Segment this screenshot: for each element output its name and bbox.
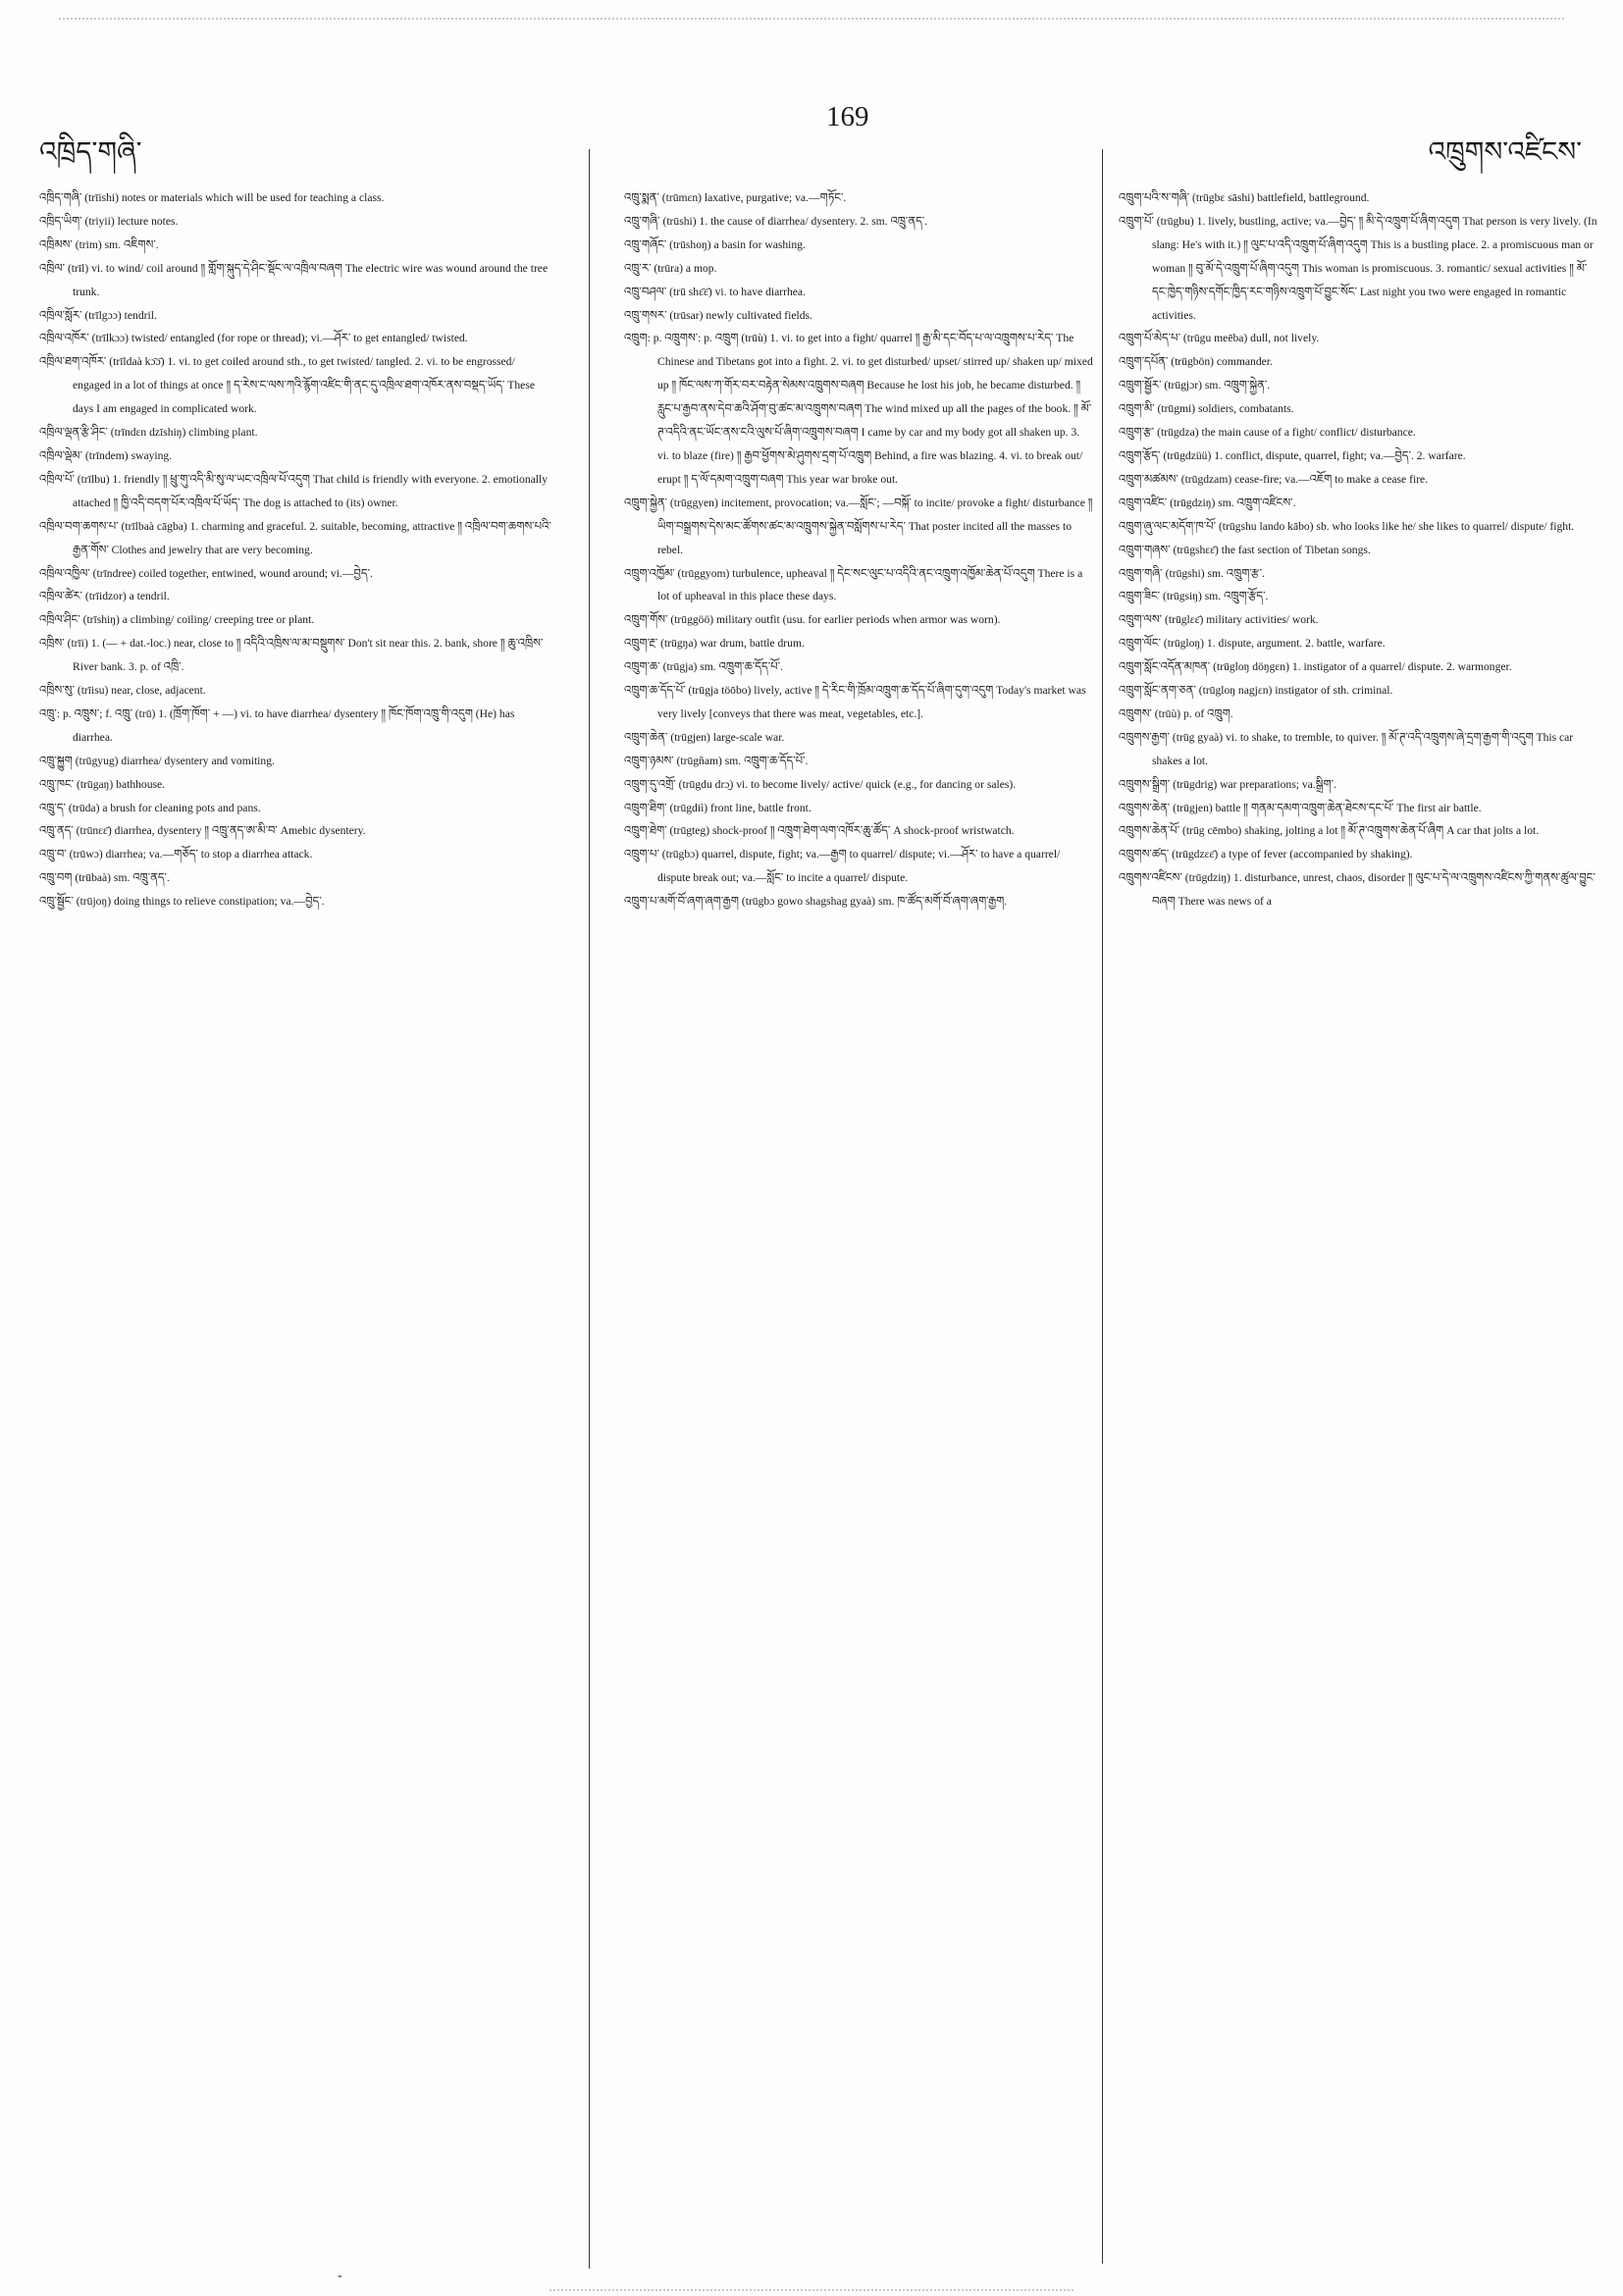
dictionary-entry: འཁྲུག་པ་ (trūgbɔ) quarrel, dispute, fight; va.—རྒྱག to quarrel/ dispute; vi.—ཤོར་ to have a quarrel/ dispute break out; va.—སློང་ to incite a quarrel/ dispute. (624, 848, 1061, 885)
dictionary-entry: འཁྲིལ་པོ་ (trīlbu) 1. friendly ༎ ཕྲུ་གུ་འདི་མི་སུ་ལ་ཡང་འཁྲིལ་པོ་འདུག That child is friendly with everyone. 2. emotionally attached ༎ ཁྱི་འདི་བདག་པོར་འཁྲིལ་པོ་ཡོད་ The dog is attached to (its) owner. (39, 472, 549, 509)
dictionary-entry: འཁྲུ་བ་ (trūwɔ) diarrhea; va.—གཅོད་ to stop a diarrhea attack. (39, 848, 313, 861)
dictionary-entry: འཁྲུགས་ (trūù) p. of འཁྲུག. (1119, 706, 1233, 720)
dictionary-entry: འཁྲུག་ལོང་ (trūgloŋ) 1. dispute, argument. 2. battle, warfare. (1119, 637, 1386, 651)
dictionary-entry: འཁྲུག་མཚམས་ (trūgdzam) cease-fire; va.—འཇོག to make a cease fire. (1119, 472, 1429, 486)
dictionary-entry: འཁྲུག་ཆ་དོད་པོ་ (trūgja töōbo) lively, active ༎ དེ་རིང་གི་ཁྲོམ་འཁྲུག་ཆ་དོད་པོ་ཞིག་དུག་འདུག Today's market was very lively [conveys that there was meat, vegetables, etc.]. (624, 684, 1086, 720)
dictionary-entry: འཁྲིད་གཞི་ (trīishi) notes or materials which will be used for teaching a class. (39, 191, 385, 204)
dictionary-entry: འཁྲུག་རྔ་ (trūgŋa) war drum, battle drum. (624, 637, 805, 651)
dictionary-entry: འཁྲིམས་ (trim) sm. འཇིགས་. (39, 237, 159, 251)
dictionary-entry: འཁྲུག་ཞུ་ལང་མདོག་ཁ་པོ་ (trūgshu lando kābo) sb. who looks like he/ she likes to quarrel/ dispute/ fight. (1119, 519, 1575, 533)
dictionary-entry: འཁྲིལ་བག་ཆགས་པ་ (trīlbaà cāgba) 1. charming and graceful. 2. suitable, becoming, attractive ༎ འཁྲིལ་བག་ཆགས་པའི་རྒྱན་གོས་ Clothes and jewelry that are very becoming. (39, 519, 551, 556)
footer-mark: - (338, 2269, 342, 2283)
dictionary-entry: འཁྲུག་འཁྱོམ་ (trūggyom) turbulence, upheaval ༎ དེང་སང་ལུང་པ་འདིའི་ནང་འཁྲུག་འཁྱོམ་ཆེན་པོ་འདུག There is a lot of upheaval in this place these days. (624, 566, 1083, 603)
bottom-dotted-edge (550, 2289, 1073, 2291)
dictionary-entry: འཁྲུ་སྦྱོང་ (trūjoŋ) doing things to relieve constipation; va.—བྱེད་. (39, 895, 325, 909)
dictionary-entry: འཁྲུག་ལས་ (trūglɛɛ̄) military activities/ work. (1119, 613, 1319, 627)
dictionary-entry: འཁྲུ་སྨན་ (trūmɛn) laxative, purgative; va.—གཏོང་. (624, 191, 847, 204)
dictionary-entry: འཁྲུག་ཆ་ (trūgja) sm. འཁྲུག་ཆ་དོད་པོ་. (624, 660, 783, 674)
dictionary-entry: འཁྲུགས་ཚད་ (trūgdzɛɛ̄) a type of fever (accompanied by shaking). (1119, 848, 1413, 861)
dictionary-entry: འཁྲུག་པོ་ (trūgbu) 1. lively, bustling, active; va.—བྱེད་ ༎ མི་དེ་འཁྲུག་པོ་ཞིག་འདུག That person is very lively. (In slang: He's with it.) ༎ ལུང་པ་འདི་འཁྲུག་པོ་ཞིག་འདུག This is a bustling place. 2. a promiscuous man or woman ༎ བུ་མོ་དེ་འཁྲུག་པོ་ཞིག་འདུག This woman is promiscuous. 3. romantic/ sexual activities ༎ མོ་དང་ཁྱེད་གཉིས་དགོང་ཁྱིད་རང་གཉིས་འཁྲུག་པོ་བྱུང་སོང་ Last night you two were engaged in romantic activities. (1119, 214, 1597, 322)
dictionary-entry: འཁྲུ་ཁང་ (trūgaŋ) bathhouse. (39, 777, 166, 791)
dictionary-entry: འཁྲུག་གཞས་ (trūgshɛɛ̄) the fast section of Tibetan songs. (1119, 543, 1371, 556)
dictionary-entry: འཁྲུགས་འཛིངས་ (trūgdziŋ) 1. disturbance, unrest, chaos, disorder ༎ ལུང་པ་དེ་ལ་འཁྲུགས་འཛིངས་ཀྱི་གནས་ཚུལ་བྱུང་བཞག There was news of a (1119, 871, 1596, 909)
dictionary-entry: འཁྲུག་རྩོད་ (trūgdzüü) 1. conflict, dispute, quarrel, fight; va.—བྱེད་. 2. warfare. (1119, 448, 1466, 462)
dictionary-entry: འཁྲུ་སྐྱུག (trūgyug) diarrhea/ dysentery and vomiting. (39, 754, 275, 767)
dictionary-entry: འཁྲུག་དུ་འགྲོ་ (trūgdu drɔ̱) vi. to become lively/ active/ quick (e.g., for dancing or sales). (624, 777, 1017, 791)
page-number: 169 (826, 101, 869, 132)
dictionary-entry: འཁྲུ་གཞོང་ (trūshoŋ) a basin for washing. (624, 237, 806, 251)
dictionary-entry: འཁྲུག་ཐེག་ (trūgteg) shock-proof ༎ འཁྲུག་ཐེག་ལག་འཁོར་ཆུ་ཚོད་ A shock-proof wristwatch. (624, 824, 1015, 838)
dictionary-entry: འཁྲུག་སྦྱོར་ (trūgjɔr) sm. འཁྲུག་སྐྱེན་. (1119, 379, 1271, 392)
column-left (39, 186, 554, 2296)
dictionary-entry: འཁྲུ་ད་ (trūda) a brush for cleaning pots and pans. (39, 801, 261, 814)
dictionary-entry: འཁྲིལ་ (trīl) vi. to wind/ coil around ༎ གློག་སྐུད་དེ་ཤིང་སྡོང་ལ་འཁྲིལ་བཞག The electric wire was wound around the tree trunk. (39, 261, 549, 298)
page-header (0, 93, 1623, 168)
dictionary-entry: འཁྲུ་ནད་ (trūnɛɛ̄) diarrhea, dysentery ༎ འཁྲུ་ནད་ཨ་མི་བ་ Amebic dysentery. (39, 824, 366, 838)
dictionary-entry: འཁྲིལ་འཁོར་ (trīlkɔɔ) twisted/ entangled (for rope or thread); vi.—ཤོར་ to get entangled/ twisted. (39, 332, 468, 345)
left-running-headword: འཁྲིད་གཞི་ (39, 135, 142, 168)
dictionary-entry: འཁྲིས་ (trīi) 1. (— + dat.-loc.) near, close to ༎ འདིའི་འཁྲིས་ལ་མ་བསྡུགས་ Don't sit near this. 2. bank, shore ༎ ཆུ་འཁྲིས་ River bank. 3. p. of འཁྲི་. (39, 637, 544, 674)
dictionary-entry: འཁྲུག་ཆེན་ (trūgjen) large-scale war. (624, 730, 785, 744)
dictionary-entry: འཁྲིད་ཡིག་ (triyii) lecture notes. (39, 214, 179, 228)
dictionary-entry: འཁྲུ་ར་ (trūra) a mop. (624, 261, 717, 275)
dictionary-entry: འཁྲིལ་ཚེར་ (trīidzor) a tendril. (39, 590, 170, 603)
dictionary-entry: འཁྲུག་དཔོན་ (trūgbön) commander. (1119, 355, 1273, 369)
dictionary-entry: འཁྲིལ་འཁྱིལ་ (trīndree) coiled together, entwined, wound around; vi.—བྱེད་. (39, 566, 373, 580)
dictionary-entry: འཁྲུགས་སྒྲིག་ (trūgdrig) war preparations; va.སྒྲིག་. (1119, 777, 1336, 791)
dictionary-entry: འཁྲུག་སློང་ནག་ཅན་ (trūgloŋ nagjɛn) instigator of sth. criminal. (1119, 684, 1393, 698)
dictionary-entry: འཁྲིས་སུ་ (trīisu) near, close, adjacent. (39, 684, 206, 698)
dictionary-entry: འཁྲུགས་རྒྱག་ (trūg gyaà) vi. to shake, to tremble, to quiver. ༎ མོ་ཊ་འདི་འཁྲུགས་ཞེ་དྲག་རྒྱག་གི་འདུག This car shakes a lot. (1119, 730, 1574, 767)
dictionary-entry: འཁྲུགས་ཆེན་ (trūgjen) battle ༎ གནམ་དམག་འཁྲུག་ཆེན་ཐེངས་དང་པོ་ The first air battle. (1119, 801, 1482, 814)
dictionary-entry: འཁྲུ་གསར་ (trūsar) newly cultivated fields. (624, 308, 812, 322)
dictionary-entry: འཁྲུ་བཤལ་ (trū shɛ̄ɛ̄) vi. to have diarrhea. (624, 285, 806, 298)
dictionary-entry: འཁྲུག་གཞི་ (trūgshi) sm. འཁྲུག་རྩ་. (1119, 566, 1265, 580)
right-running-headword: འཁྲུགས་འཛིངས་ (1428, 135, 1582, 168)
column-right (1119, 186, 1599, 2296)
dictionary-entry: འཁྲུག་ཉམས་ (trūgñam) sm. འཁྲུག་ཆ་དོད་པོ་. (624, 754, 809, 767)
dictionary-entry: འཁྲུ་བག (trūbaà) sm. འཁྲུ་ནད་. (39, 871, 170, 885)
dictionary-entry: འཁྲིལ་སློར་ (trīlgɔɔ) tendril. (39, 308, 157, 322)
dictionary-entry: འཁྲུག་སློང་འདོན་མཁན་ (trūgloŋ döŋgɛn) 1. instigator of a quarrel/ dispute. 2. warmonger. (1119, 660, 1512, 674)
dictionary-entry: འཁྲུག་ཐིག་ (trūgdiì) front line, battle front. (624, 801, 812, 814)
column-divider-2 (1102, 149, 1103, 2264)
dictionary-entry: འཁྲུག་ཟིང་ (trūgsiŋ) sm. འཁྲུག་རྩོད་. (1119, 590, 1269, 603)
dictionary-entry: འཁྲུག་པའི་ས་གཞི་ (trūgbɛ sāshi) battlefield, battleground. (1119, 191, 1370, 204)
dictionary-entry: འཁྲུག་འཛིང་ (trūgdziŋ) sm. འཁྲུག་འཛིངས་. (1119, 496, 1296, 509)
column-divider-1 (589, 149, 590, 2269)
dictionary-entry: འཁྲུ་: p. འཁྲུས་; f. འཁྲུ་ (trū) 1. (ཁྲོག་ཁོག་ + —) vi. to have diarrhea/ dysentery ༎ ཁོང་ཁོག་འཁྲུ་གི་འདུག (He) has diarrhea. (39, 706, 515, 744)
dictionary-entry: འཁྲུག་རྩ་ (trūgdza) the main cause of a fight/ conflict/ disturbance. (1119, 426, 1416, 440)
dictionary-entry: འཁྲིལ་ལྡན་རྩི་ཤིང་ (trīndɛn dzīshiŋ) climbing plant. (39, 426, 258, 440)
dictionary-entry: འཁྲུག་སྐྱེན་ (trūggyen) incitement, provocation; va.—སློང་; —བསྐོ་ to incite/ provoke a fight/ disturbance ༎ ཡིག་བསྒྲགས་དེས་མང་ཚོགས་ཚང་མ་འཁྲུགས་སྐྱེན་བསློགས་པ་རེད་ That poster incited all the masses to rebel. (624, 496, 1093, 556)
dictionary-entry: འཁྲུག་པོ་མེད་པ་ (trūgu meēba) dull, not lively. (1119, 332, 1320, 345)
dictionary-entry: འཁྲིལ་ཐག་འཁོར་ (trīldaà kɔ̄ɔ̄) 1. vi. to get coiled around sth., to get twisted/ tangled. 2. vi. to be engrossed/ engaged in a lot of things at once ༎ ད་རེས་ང་ལས་ཀའི་རྙོག་འཛིང་གི་ནང་དུ་འཁྲིལ་ཐག་འཁོར་ནས་བསྡད་ཡོད་ These days I am engaged in complicated work. (39, 355, 535, 416)
column-middle (624, 186, 1093, 2296)
dictionary-entry: འཁྲིལ་ལྡེམ་ (trīndem) swaying. (39, 448, 173, 462)
dictionary-entry: འཁྲུག་པ་མགོ་བོ་ཞག་ཞག་རྒྱག (trūgbɔ gowo shagshag gyaà) sm. ཁ་ཚོད་མགོ་བོ་ཞག་ཞག་རྒྱག. (624, 895, 1008, 909)
dictionary-entry: འཁྲུ་གཞི་ (trūshi) 1. the cause of diarrhea/ dysentery. 2. sm. འཁྲུ་ནད་. (624, 214, 928, 228)
dictionary-entry: འཁྲུགས་ཆེན་པོ་ (trūg cēmbo) shaking, jolting a lot ༎ མོ་ཊ་འཁྲུགས་ཆེན་པོ་ཞིག A car that jolts a lot. (1119, 824, 1540, 838)
dictionary-entry: འཁྲུག: p. འཁྲུགས་: p. འཁྲུག (trūù) 1. vi. to get into a fight/ quarrel ༎ རྒྱ་མི་དང་བོད་པ་ལ་འཁྲུགས་པ་རེད་ The Chinese and Tibetans got into a fight. 2. vi. to get disturbed/ upset/ stirred up/ shaken up/ mixed up ༎ ཁོང་ལས་ཀ་གོར་བར་བརྟེན་སེམས་འཁྲུགས་བཞག Because he lost his job, he became disturbed. ༎ རླུང་པ་རྒྱབ་ནས་དེབ་ཆའི་ཤོག་བུ་ཚང་མ་འཁྲུགས་བཞག The wind mixed up all the pages of the book. ༎ མོ་ཊ་འདིའི་ནང་ཡོང་ནས་ངའི་ལུས་པོ་ཞིག་འཁྲུགས་བཞག I came by car and my body got all shaken up. 3. vi. to blaze (fire) ༎ རྒྱབ་ཕྱོགས་མེ་ཤུགས་དྲག་པོ་འཁྲུག Behind, a fire was blazing. 4. vi. to break out/ erupt ༎ ད་ལོ་དམག་འཁྲུག་བཞག This year war broke out. (624, 332, 1093, 486)
dictionary-entry: འཁྲིལ་ཤིང་ (trīshiŋ) a climbing/ coiling/ creeping tree or plant. (39, 613, 315, 627)
top-dotted-edge (59, 18, 1564, 20)
dictionary-entry: འཁྲུག་གོས་ (trūggöö) military outfit (usu. for earlier periods when armor was worn). (624, 613, 1001, 627)
dictionary-entry: འཁྲུག་མི་ (trūgmi) soldiers, combatants. (1119, 402, 1294, 416)
